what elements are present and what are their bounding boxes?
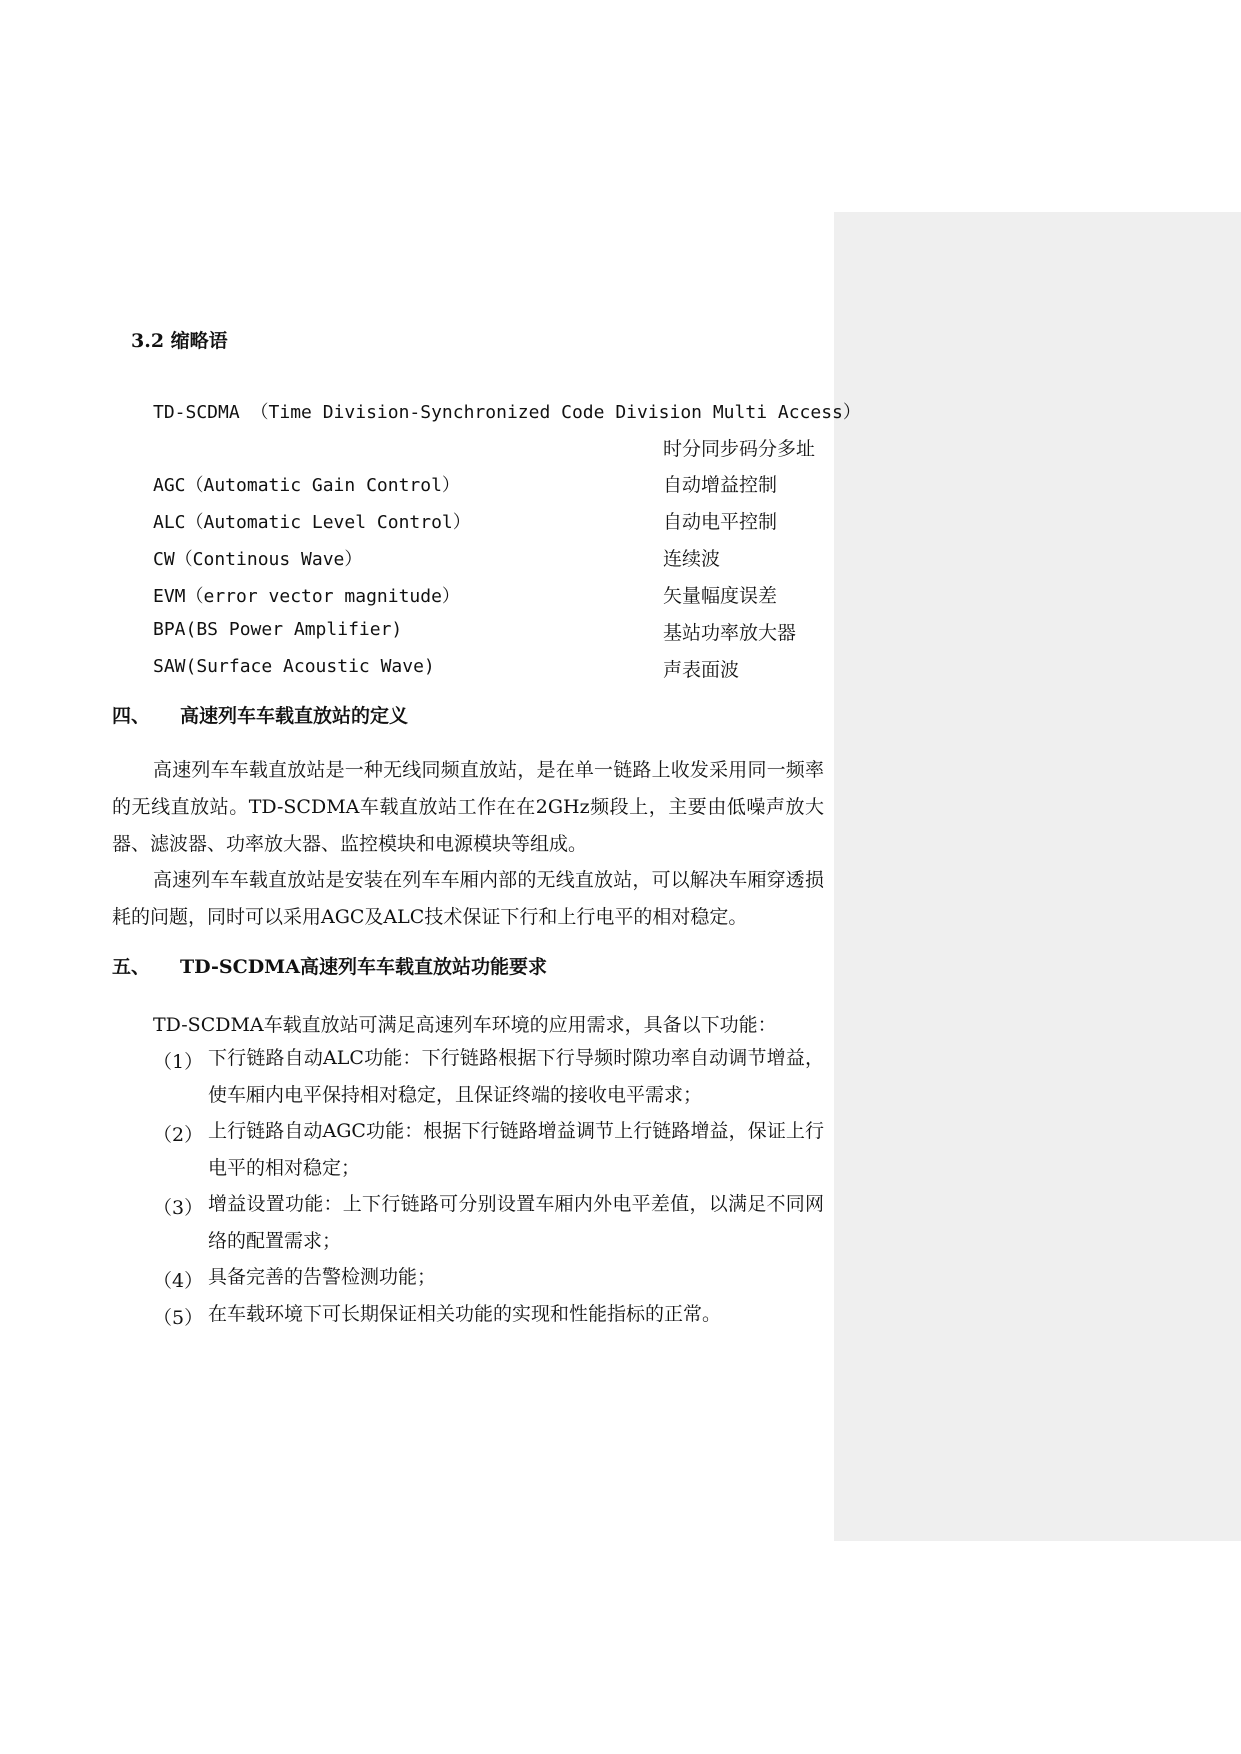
list-item-number: （3）: [153, 1197, 204, 1219]
list-item-text: 上行链路自动AGC功能：根据下行链路增益调节上行链路增益，保证上行电平的相对稳定；: [208, 1120, 824, 1179]
list-item-text: 在车载环境下可长期保证相关功能的实现和性能指标的正常。: [208, 1303, 722, 1325]
list-item-text: 增益设置功能：上下行链路可分别设置车厢内外电平差值，以满足不同网络的配置需求；: [208, 1193, 824, 1252]
abbr-tdscdma-meaning: 时分同步码分多址: [663, 438, 816, 460]
section-4-paragraph: 高速列车车载直放站是安装在列车车厢内部的无线直放站，可以解决车厢穿透损耗的问题，同时可以采用AGC及ALC技术保证下行和上行电平的相对稳定。: [112, 869, 824, 928]
abbr-meaning: 矢量幅度误差: [663, 585, 778, 607]
abbr-term: CW（Continous Wave）: [153, 549, 363, 570]
abbr-meaning: 自动电平控制: [663, 511, 778, 533]
abbr-meaning: 声表面波: [663, 659, 740, 681]
section-4-paragraph: 高速列车车载直放站是一种无线同频直放站，是在单一链路上收发采用同一频率的无线直放站。TD-SCDMA车载直放站工作在在2GHz频段上，主要由低噪声放大器、滤波器、功率放大器、监控模块和电源模块等组成。: [112, 759, 824, 855]
abbr-term: ALC（Automatic Level Control）: [153, 512, 471, 533]
list-item-number: （1）: [153, 1051, 204, 1073]
abbr-meaning: 连续波: [663, 548, 721, 570]
list-item-number: （5）: [153, 1307, 204, 1329]
list-item-number: （4）: [153, 1270, 204, 1292]
abbr-term: BPA(BS Power Amplifier): [153, 619, 403, 640]
section-4-title: 高速列车车载直放站的定义: [180, 705, 409, 727]
abbr-tdscdma-term: TD-SCDMA （Time Division-Synchronized Code Division Multi Access）: [153, 402, 861, 423]
abbr-term: AGC（Automatic Gain Control）: [153, 475, 460, 496]
comment-pane: [834, 212, 1241, 1541]
abbr-meaning: 自动增益控制: [663, 474, 778, 496]
abbr-meaning: 基站功率放大器: [663, 622, 797, 644]
abbr-term: EVM（error vector magnitude）: [153, 586, 460, 607]
section-5-number: 五、: [112, 956, 151, 978]
abbr-term: SAW(Surface Acoustic Wave): [153, 656, 435, 677]
section-3-2-heading: 3.2 缩略语: [131, 330, 228, 352]
list-item-text: 下行链路自动ALC功能：下行链路根据下行导频时隙功率自动调节增益，使车厢内电平保持相对稳定，且保证终端的接收电平需求；: [208, 1047, 824, 1106]
section-4-number: 四、: [112, 705, 151, 727]
list-item-number: （2）: [153, 1124, 204, 1146]
section-5-title: TD-SCDMA高速列车车载直放站功能要求: [180, 956, 547, 978]
section-5-intro: TD-SCDMA车载直放站可满足高速列车环境的应用需求，具备以下功能：: [153, 1014, 777, 1036]
list-item-text: 具备完善的告警检测功能；: [208, 1266, 437, 1288]
